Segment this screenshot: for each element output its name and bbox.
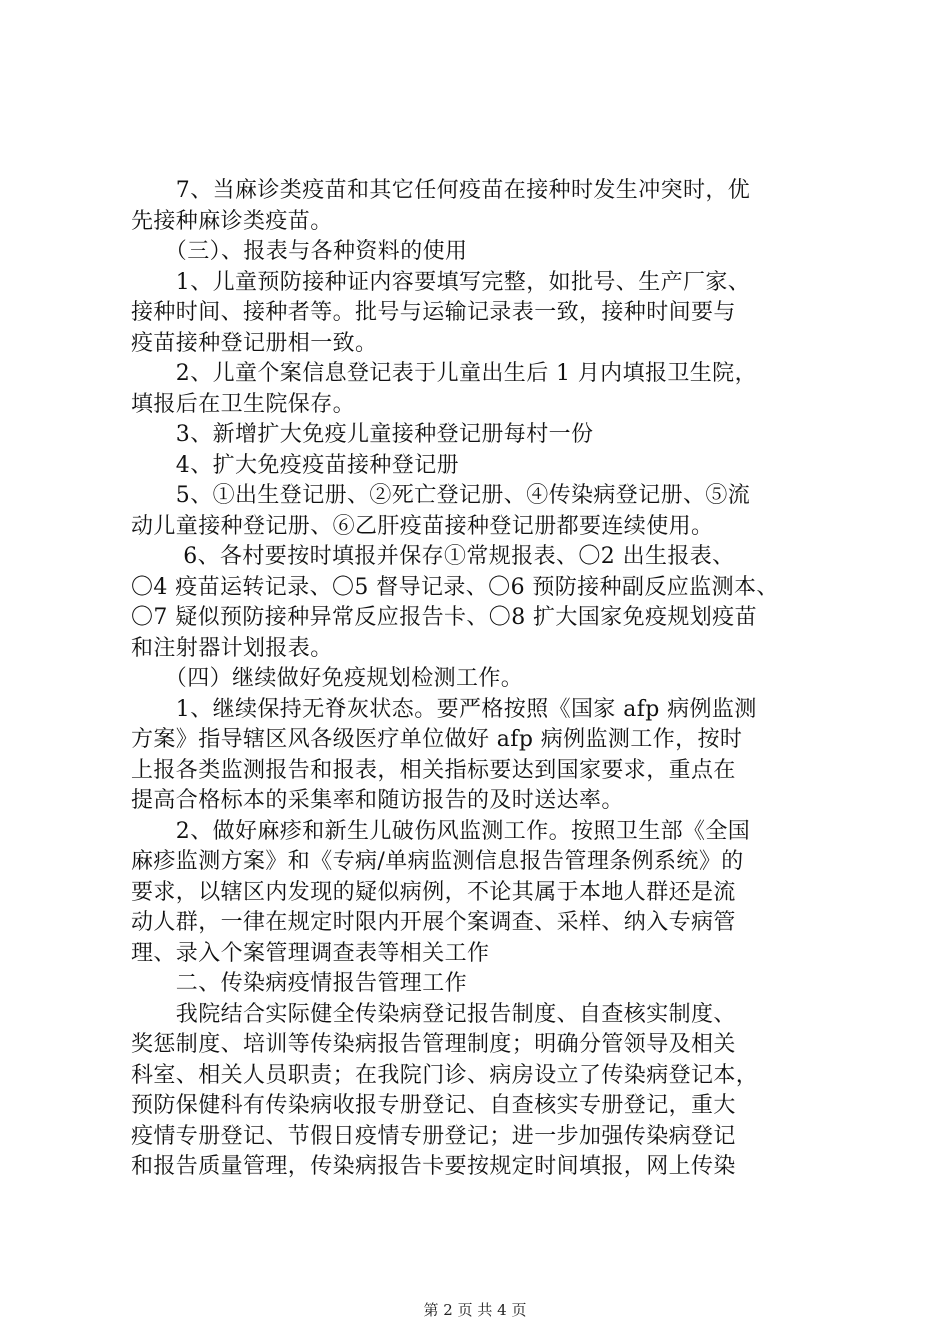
text-line: 方案》指导辖区风各级医疗单位做好 afp 病例监测工作，按时 <box>131 727 743 752</box>
text-line: 动儿童接种登记册、⑥乙肝疫苗接种登记册都要连续使用。 <box>131 513 714 539</box>
text-line: 和注射器计划报表。 <box>131 635 333 661</box>
text-line: 3、新增扩大免疫儿童接种登记册每村一份 <box>131 422 594 447</box>
text-line: 疫苗接种登记册相一致。 <box>131 330 378 356</box>
text-line: 7、当麻诊类疫苗和其它任何疫苗在接种时发生冲突时，优 <box>131 178 751 203</box>
page-footer: 第 2 页 共 4 页 <box>423 1301 527 1319</box>
text-line: 理、录入个案管理调查表等相关工作 <box>131 940 490 966</box>
text-line: 上报各类监测报告和报表，相关指标要达到国家要求，重点在 <box>131 757 736 783</box>
text-line: 填报后在卫生院保存。 <box>131 391 356 417</box>
text-line: 4、扩大免疫疫苗接种登记册 <box>131 452 459 478</box>
text-line: （三）、报表与各种资料的使用 <box>131 239 468 264</box>
text-line: （四）继续做好免疫规划检测工作。 <box>131 666 524 691</box>
text-line: 动人群，一律在规定时限内开展个案调查、采样、纳入专病管 <box>131 910 736 935</box>
text-line: 5、①出生登记册、②死亡登记册、④传染病登记册、⑤流 <box>131 483 751 508</box>
text-line: 科室、相关人员职责；在我院门诊、病房设立了传染病登记本， <box>131 1062 759 1088</box>
text-line: 〇4 疫苗运转记录、〇5 督导记录、〇6 预防接种副反应监测本、 <box>131 574 779 600</box>
text-line: 1、继续保持无脊灰状态。要严格按照《国家 afp 病例监测 <box>131 696 757 722</box>
text-line: 1、儿童预防接种证内容要填写完整，如批号、生产厂家、 <box>131 269 751 295</box>
text-line: 6、各村要按时填报并保存①常规报表、〇2 出生报表、 <box>131 544 735 569</box>
document-body <box>131 176 831 1183</box>
text-line: 二、传染病疫情报告管理工作 <box>131 971 468 996</box>
text-line: 先接种麻诊类疫苗。 <box>131 208 333 234</box>
text-line: 和报告质量管理，传染病报告卡要按规定时间填报，网上传染 <box>131 1154 736 1179</box>
text-line: 麻疹监测方案》和《专病/单病监测信息报告管理条例系统》的 <box>131 849 744 874</box>
text-line: 提高合格标本的采集率和随访报告的及时送达率。 <box>131 788 624 813</box>
text-line: 2、儿童个案信息登记表于儿童出生后 1 月内填报卫生院， <box>131 361 757 386</box>
text-line: 2、做好麻疹和新生儿破伤风监测工作。按照卫生部《全国 <box>131 818 751 844</box>
text-line: 〇7 疑似预防接种异常反应报告卡、〇8 扩大国家免疫规划疫苗 <box>131 605 757 630</box>
text-line: 要求，以辖区内发现的疑似病例，不论其属于本地人群还是流 <box>131 879 736 905</box>
text-line: 预防保健科有传染病收报专册登记、自查核实专册登记，重大 <box>131 1093 736 1118</box>
text-line: 接种时间、接种者等。批号与运输记录表一致，接种时间要与 <box>131 300 736 325</box>
text-line: 疫情专册登记、节假日疫情专册登记；进一步加强传染病登记 <box>131 1123 736 1149</box>
text-line: 我院结合实际健全传染病登记报告制度、自查核实制度、 <box>131 1001 736 1027</box>
text-line: 奖惩制度、培训等传染病报告管理制度；明确分管领导及相关 <box>131 1032 736 1057</box>
